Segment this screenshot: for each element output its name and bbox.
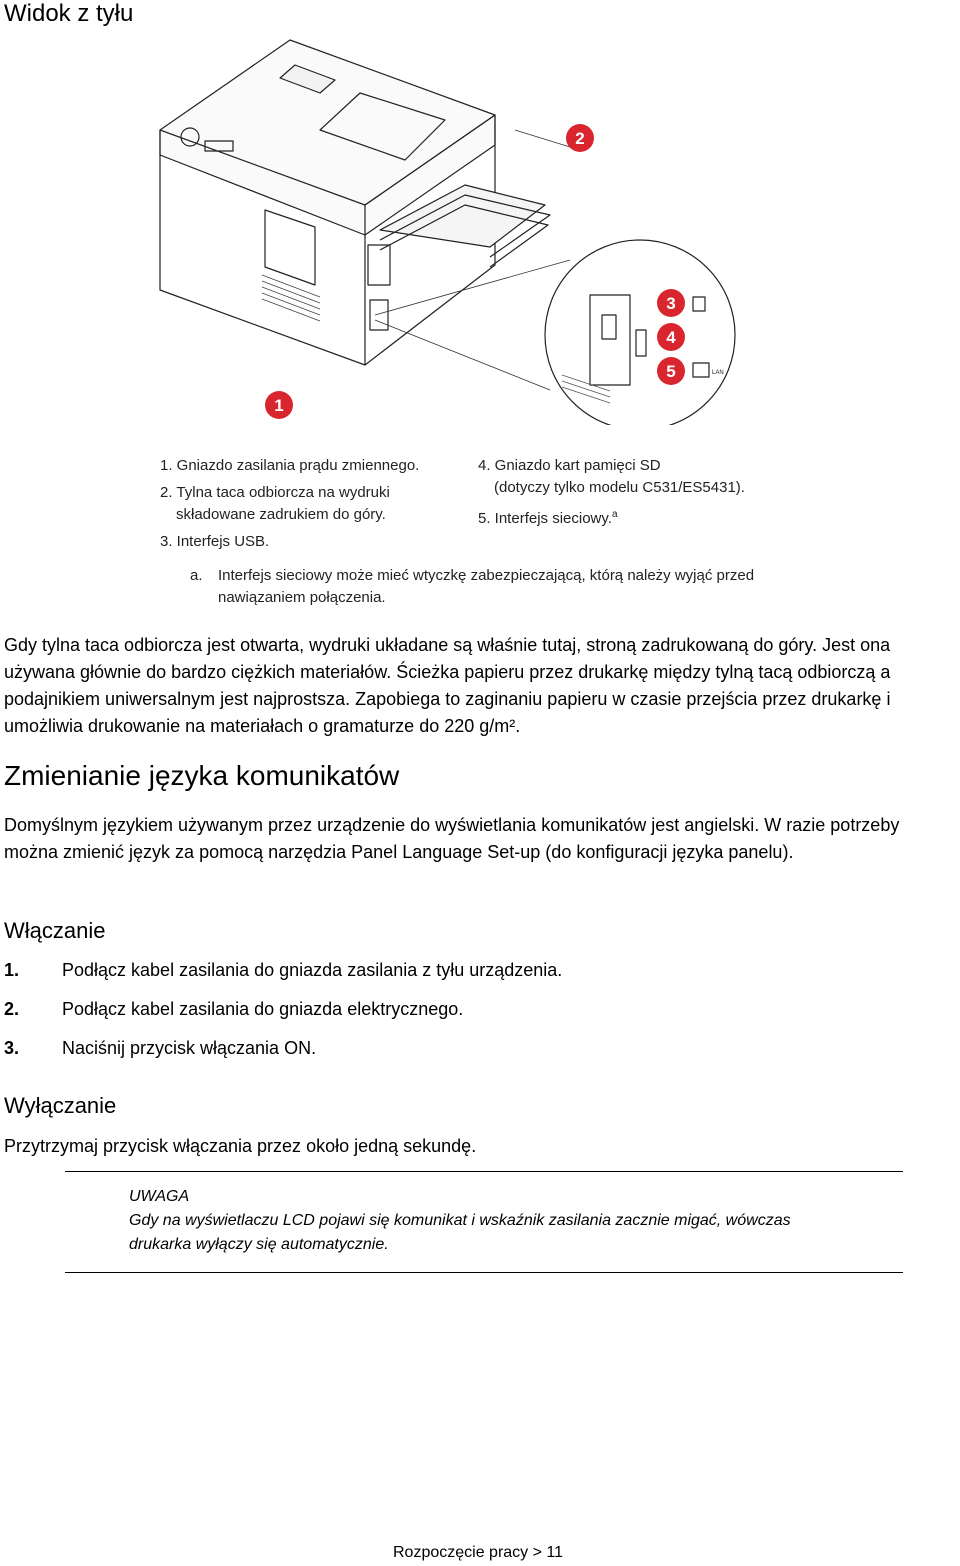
callout-4-label: 4 <box>666 328 676 347</box>
legend-item-1: 1. Gniazdo zasilania prądu zmiennego. <box>160 457 420 474</box>
power-off-heading: Wyłączanie <box>4 1093 117 1118</box>
page-footer: Rozpoczęcie pracy > 11 <box>393 1544 564 1561</box>
power-on-heading: Włączanie <box>4 918 106 943</box>
legend-item-5 <box>478 504 745 530</box>
printer-rear-view-illustration <box>150 35 750 425</box>
callout-5-label: 5 <box>666 362 676 381</box>
callout-1-label: 1 <box>274 396 284 415</box>
footnote-text: Interfejs sieciowy może mieć wtyczkę zabezpieczającą, którą należy wyjąć przed nawiązaniem połączenia. <box>218 567 755 606</box>
legend-item-2-continued: składowane zadrukiem do góry. <box>176 506 386 523</box>
lan-port-label: LAN <box>712 370 724 376</box>
power-on-step-1 <box>4 960 562 981</box>
note-bottom-rule <box>65 1272 903 1273</box>
legend-item-5-text: 5. Interfejs sieciowy. <box>478 510 612 527</box>
footnote <box>190 565 790 609</box>
callout-2-label: 2 <box>575 129 585 148</box>
legend-left <box>160 455 419 553</box>
note-box <box>129 1185 849 1257</box>
language-heading: Zmienianie języka komunikatów <box>4 760 400 791</box>
legend-item-4: 4. Gniazdo kart pamięci SD <box>478 457 661 474</box>
step-number: 2. <box>4 999 20 1019</box>
note-top-rule <box>65 1171 903 1172</box>
legend-item-3: 3. Interfejs USB. <box>160 533 270 550</box>
power-off-description: Przytrzymaj przycisk włączania przez około jedną sekundę. <box>4 1136 477 1156</box>
note-label: UWAGA <box>129 1188 190 1205</box>
footnote-reference: a <box>611 509 618 520</box>
step-text: Naciśnij przycisk włączania ON. <box>62 1038 317 1058</box>
step-text: Podłącz kabel zasilania do gniazda elektrycznego. <box>62 999 464 1019</box>
callout-3-label: 3 <box>666 294 676 313</box>
step-number: 3. <box>4 1038 20 1058</box>
footnote-marker: a. <box>190 567 203 584</box>
legend-item-4-continued: (dotyczy tylko modelu C531/ES5431). <box>494 479 745 496</box>
step-text: Podłącz kabel zasilania do gniazda zasilania z tyłu urządzenia. <box>62 960 563 980</box>
section-title: Widok z tyłu <box>4 0 134 27</box>
power-on-step-2 <box>4 999 463 1020</box>
rear-tray-description: Gdy tylna taca odbiorcza jest otwarta, wydruki układane są właśnie tutaj, stroną zadrukowaną do góry. Jest ona używana głównie do bardzo ciężkich materiałów. Ścieżka papieru przez drukarkę między tylną tacą odbiorczą a podajnikiem uniwersalnym jest najprostsza. Zapobiega to zaginaniu papieru w czasie przejścia przez drukarkę i umożliwia drukowanie na materiałach o gramaturze do 220 g/m². <box>4 635 891 736</box>
note-text: Gdy na wyświetlaczu LCD pojawi się komunikat i wskaźnik zasilania zacznie migać, wówczas drukarka wyłączy się automatycznie. <box>129 1212 791 1253</box>
legend-right <box>478 455 745 530</box>
step-number: 1. <box>4 960 20 980</box>
legend-item-2: 2. Tylna taca odbiorcza na wydruki <box>160 484 390 501</box>
power-on-step-3 <box>4 1038 316 1059</box>
language-description: Domyślnym językiem używanym przez urządzenie do wyświetlania komunikatów jest angielski. W razie potrzeby można zmienić język za pomocą narzędzia Panel Language Set-up (do konfiguracji języka panelu). <box>4 815 900 862</box>
